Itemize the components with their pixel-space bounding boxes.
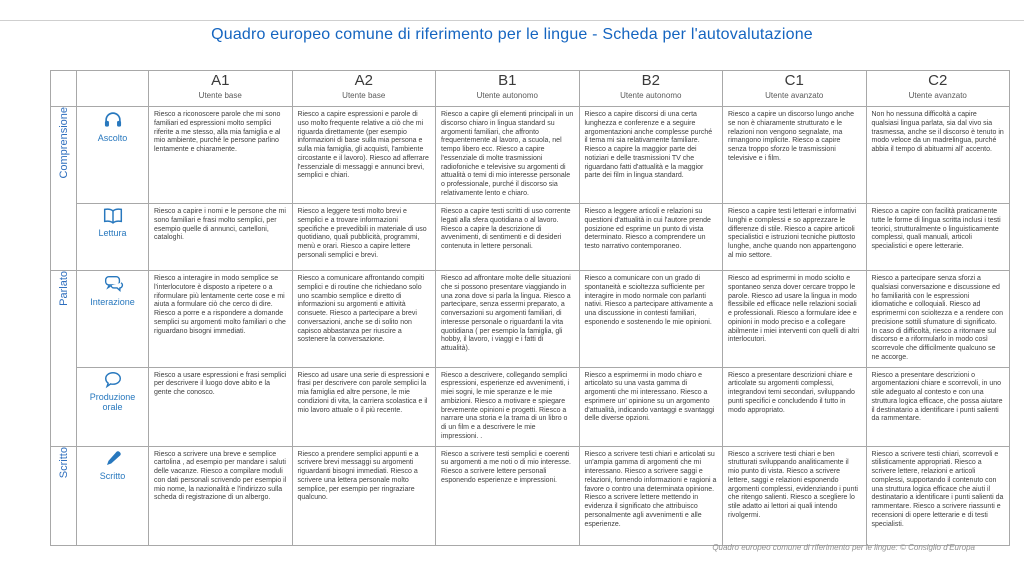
cell-scritto-C1: Riesco a scrivere testi chiari e ben strutturati sviluppando analiticamente il mio punto di vista. Riesco a scrivere lettere, saggi e relazioni esponendo argomenti complessi, evidenziando i punti che ritengo salienti. Riesco a scegliere lo stile adatto ai lettori ai quali intendo rivolgermi. — [723, 446, 867, 545]
skill-label: Produzione orale — [89, 391, 136, 412]
cell-scritto-C2: Riesco a scrivere testi chiari, scorrevoli e stilisticamente appropriati. Riesco a scrivere lettere, relazioni e articoli complessi, supportando il contenuto con una struttura logica efficace che aiuti il destinatario a identificare i punti salienti da rammentare. Riesco a scrivere riassunti e recensioni di opere letterarie e di testi specialisti. — [866, 446, 1010, 545]
cell-interazione-C1: Riesco ad esprimermi in modo sciolto e spontaneo senza dover cercare troppo le parole. Riesco ad usare la lingua in modo flessibile ed efficace nelle relazioni sociali e professionali. Riesco a formulare idee e opinioni in modo preciso e a collegare abilmente i miei interventi con quelli di altri interlocutori. — [723, 271, 867, 368]
cell-ascolto-C2: Non ho nessuna difficoltà a capire qualsiasi lingua parlata, sia dal vivo sia trasmessa, anche se il discorso è tenuto in modo veloce da un madrelingua, purché abbia il tempo di abituarmi all' accento. — [866, 107, 1010, 204]
level-user-type: Utente avanzato — [765, 90, 824, 100]
cell-ascolto-A1: Riesco a riconoscere parole che mi sono familiari ed espressioni molto semplici riferite a me stesso, alla mia famiglia e al mio ambiente, purché le persone parlino lentamente e chiaramente. — [149, 107, 293, 204]
skill-cell-produzione-orale — [77, 367, 149, 446]
level-header-A1 — [149, 71, 293, 107]
skill-label: Ascolto — [97, 133, 128, 143]
row-ascolto — [51, 107, 1010, 204]
level-header-C1 — [723, 71, 867, 107]
level-header-B1 — [436, 71, 580, 107]
level-code: C2 — [928, 72, 948, 89]
copyright-footer: Quadro europeo comune di riferimento per le lingue: © Consiglio d'Europa — [712, 543, 975, 552]
skill-cell-interazione — [77, 271, 149, 368]
cell-lettura-B1: Riesco a capire testi scritti di uso corrente legati alla sfera quotidiana o al lavoro. Riesco a capire la descrizione di avvenimenti, di sentimenti e di desideri contenuta in lettere personali. — [436, 204, 580, 271]
cell-ascolto-B1: Riesco a capire gli elementi principali in un discorso chiaro in lingua standard su argomenti familiari, che affronto frequentemente al lavoro, a scuola, nel tempo libero ecc. Riesco a capire l'essenziale di molte trasmissioni radiofoniche e televisive su argomenti di attualità o temi di mio interesse personale o professionale, purché il discorso sia relativamente lento e chiaro. — [436, 107, 580, 204]
level-code: B2 — [641, 72, 660, 89]
cell-lettura-B2: Riesco a leggere articoli e relazioni su questioni d'attualità in cui l'autore prende posizione ed esprime un punto di vista determinato. Riesco a comprendere un testo narrativo contemporaneo. — [579, 204, 723, 271]
skill-label: Scritto — [99, 470, 126, 481]
cell-scritto-A1: Riesco a scrivere una breve e semplice cartolina , ad esempio per mandare i saluti delle vacanze. Riesco a compilare moduli con dati personali scrivendo per esempio il mio nome, la nazionalità e l'indirizzo sulla scheda di registrazione di un albergo. — [149, 446, 293, 545]
cell-produzione-orale-A1: Riesco a usare espressioni e frasi semplici per descrivere il luogo dove abito e la gente che conosco. — [149, 367, 293, 446]
cell-scritto-B1: Riesco a scrivere testi semplici e coerenti su argomenti a me noti o di mio interesse. Riesco a scrivere lettere personali esponendo esperienze e impressioni. — [436, 446, 580, 545]
top-divider — [0, 20, 1024, 21]
skill-cell-lettura — [77, 204, 149, 271]
cell-interazione-A2: Riesco a comunicare affrontando compiti semplici e di routine che richiedano solo uno scambio semplice e diretto di informazioni su argomenti e attività consuete. Riesco a partecipare a brevi conversazioni, anche se di solito non capisco abbastanza per riuscire a sostenere la conversazione. — [292, 271, 436, 368]
cell-produzione-orale-C2: Riesco a presentare descrizioni o argomentazioni chiare e scorrevoli, in uno stile adeguato al contesto e con una struttura logica efficace, che possa aiutare il destinatario a identificare i punti salienti da rammentare. — [866, 367, 1010, 446]
cell-lettura-C2: Riesco a capire con facilità praticamente tutte le forme di lingua scritta inclusi i testi teorici, strutturalmente o linguisticamente complessi, quali manuali, articoli specialistici e opere letterarie. — [866, 204, 1010, 271]
cell-interazione-C2: Riesco a partecipare senza sforzi a qualsiasi conversazione e discussione ed ho familiarità con le espressioni idiomatiche e colloquiali. Riesco ad esprimermi con scioltezza e a rendere con precisione sottili sfumature di significato. In caso di difficoltà, riesco a ritornare sul discorso e a riformularlo in modo così scorrevole che difficilmente qualcuno se ne accorge. — [866, 271, 1010, 368]
level-user-type: Utente base — [198, 90, 242, 100]
level-header-B2 — [579, 71, 723, 107]
group-label-parlato: Parlato — [51, 271, 77, 447]
speech-bubble-icon — [103, 370, 123, 390]
level-user-type: Utente autonomo — [620, 90, 682, 100]
level-header-row — [51, 71, 1010, 107]
level-code: A1 — [211, 72, 230, 89]
cell-interazione-B1: Riesco ad affrontare molte delle situazioni che si possono presentare viaggiando in una zona dove si parla la lingua. Riesco a partecipare, senza essermi preparato, a conversazioni su argomenti familiari, di interesse personale o riguardanti la vita quotidiana ( per esempio la famiglia, gli hobby, il lavoro, i viaggi e i fatti di attualità). — [436, 271, 580, 368]
cell-lettura-A2: Riesco a leggere testi molto brevi e semplici e a trovare informazioni specifiche e prevedibili in materiale di uso quotidiano, quali pubblicità, programmi, menù e orari. Riesco a capire lettere personali semplici e brevi. — [292, 204, 436, 271]
row-lettura — [51, 204, 1010, 271]
cell-lettura-C1: Riesco a capire testi letterari e informativi lunghi e complessi e so apprezzare le differenze di stile. Riesco a capire articoli specialistici e istruzioni tecniche piuttosto lunghe, anche quando non appartengono al mio settore. — [723, 204, 867, 271]
row-scritto — [51, 446, 1010, 545]
skill-label: Lettura — [98, 228, 127, 238]
level-user-type: Utente avanzato — [908, 90, 967, 100]
open-book-icon — [101, 206, 125, 226]
page-title: Quadro europeo comune di riferimento per le lingue - Scheda per l'autovalutazione — [211, 26, 813, 43]
cell-produzione-orale-B1: Riesco a descrivere, collegando semplici espressioni, esperienze ed avvenimenti, i miei sogni, le mie speranze e le mie ambizioni. Riesco a motivare e spiegare brevemente opinioni e progetti. Riesco a narrare una storia e la trama di un libro o di un film e a descrivere le mie impressioni. . — [436, 367, 580, 446]
row-produzione-orale — [51, 367, 1010, 446]
skill-cell-ascolto — [77, 107, 149, 204]
pencil-icon — [103, 449, 123, 469]
level-user-type: Utente autonomo — [476, 90, 538, 100]
level-code: A2 — [354, 72, 373, 89]
level-code: B1 — [498, 72, 517, 89]
cell-lettura-A1: Riesco a capire i nomi e le persone che mi sono familiari e frasi molto semplici, per esempio quelle di annunci, cartelloni, cataloghi. — [149, 204, 293, 271]
level-user-type: Utente base — [342, 90, 386, 100]
cell-ascolto-C1: Riesco a capire un discorso lungo anche se non è chiaramente strutturato e le relazioni non vengono segnalate, ma rimangono implicite. Riesco a capire senza troppo sforzo le trasmissioni televisive e i film. — [723, 107, 867, 204]
group-label-scritto: Scritto — [51, 446, 77, 545]
cell-produzione-orale-C1: Riesco a presentare descrizioni chiare e articolate su argomenti complessi, integrandovi temi secondari, sviluppando punti specifici e concludendo il tutto in modo appropriato. — [723, 367, 867, 446]
skill-cell-scritto — [77, 446, 149, 545]
cell-interazione-A1: Riesco a interagire in modo semplice se l'interlocutore è disposto a ripetere o a riformulare più lentamente certe cose e mi aiuta a formulare ciò che cerco di dire. Riesco a porre e a rispondere a domande semplici su argomenti molto familiari o che riguardano bisogni immediati. — [149, 271, 293, 368]
headphones-icon — [102, 109, 124, 131]
row-interazione — [51, 271, 1010, 368]
cell-interazione-B2: Riesco a comunicare con un grado di spontaneità e scioltezza sufficiente per interagire in modo normale con parlanti nativi. Riesco a partecipare attivamente a una discussione in contesti familiari, esponendo e sostenendo le mie opinioni. — [579, 271, 723, 368]
level-header-C2 — [866, 71, 1010, 107]
corner-cell-skill — [77, 71, 149, 107]
cell-scritto-B2: Riesco a scrivere testi chiari e articolati su un'ampia gamma di argomenti che mi interessano. Riesco a scrivere saggi e relazioni, fornendo informazioni e ragioni a favore o contro una determinata opinione. Riesco a scrivere lettere mettendo in evidenza il significato che attribuisco personalmente agli avvenimenti e alle esperienze. — [579, 446, 723, 545]
level-header-A2 — [292, 71, 436, 107]
cell-produzione-orale-B2: Riesco a esprimermi in modo chiaro e articolato su una vasta gamma di argomenti che mi interessano. Riesco a esprimere un' opinione su un argomento d'attualità, indicando vantaggi e svantaggi delle diverse opzioni. — [579, 367, 723, 446]
chat-bubbles-icon — [102, 273, 124, 295]
group-label-comprensione: Comprensione — [51, 107, 77, 271]
cell-ascolto-B2: Riesco a capire discorsi di una certa lunghezza e conferenze e a seguire argomentazioni anche complesse purché il tema mi sia relativamente familiare. Riesco a capire la maggior parte dei notiziari e delle trasmissioni TV che riguardano fatti d'attualità e la maggior parte dei film in lingua standard. — [579, 107, 723, 204]
cell-scritto-A2: Riesco a prendere semplici appunti e a scrivere brevi messaggi su argomenti riguardanti bisogni immediati. Riesco a scrivere una lettera personale molto semplice, per esempio per ringraziare qualcuno. — [292, 446, 436, 545]
skill-label: Interazione — [90, 297, 135, 307]
level-code: C1 — [784, 72, 804, 89]
corner-cell-group — [51, 71, 77, 107]
cell-ascolto-A2: Riesco a capire espressioni e parole di uso molto frequente relative a ciò che mi riguarda direttamente (per esempio informazioni di base sulla mia persona e sulla mia famiglia, gli acquisti, l'ambiente circostante e il lavoro). Riesco ad afferrare l'essenziale di messaggi e annunci brevi, semplici e chiari. — [292, 107, 436, 204]
cell-produzione-orale-A2: Riesco ad usare una serie di espressioni e frasi per descrivere con parole semplici la mia famiglia ed altre persone, le mie condizioni di vita, la carriera scolastica e il mio lavoro attuale o il più recente. — [292, 367, 436, 446]
cefr-grid-table — [50, 70, 1010, 546]
